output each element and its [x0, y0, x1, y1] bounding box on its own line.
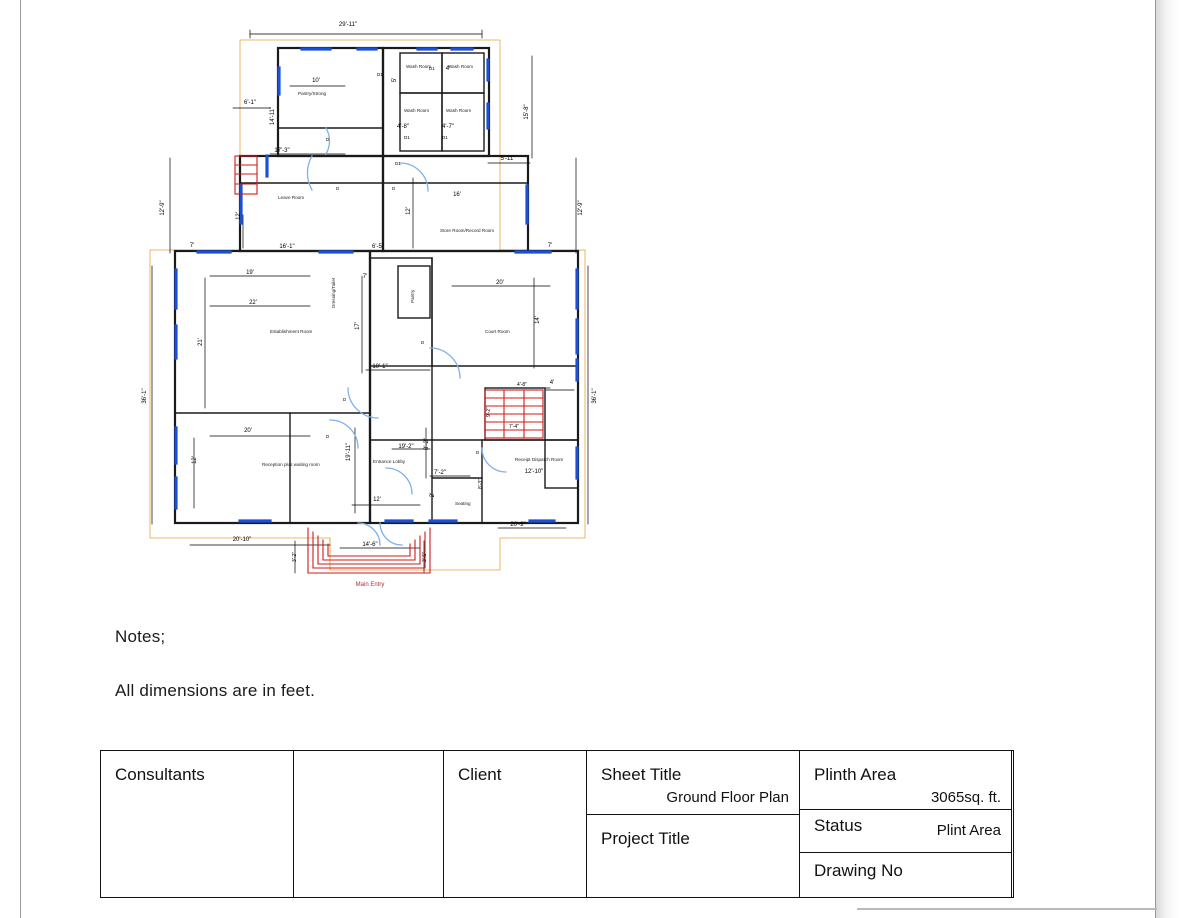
svg-text:D: D	[326, 434, 330, 439]
svg-text:D: D	[326, 137, 330, 142]
svg-text:19'-2": 19'-2"	[398, 444, 414, 450]
status-cell	[800, 810, 1011, 853]
svg-text:14': 14'	[535, 316, 541, 324]
svg-text:12': 12'	[236, 212, 242, 220]
svg-text:Pantry/Strong: Pantry/Strong	[298, 91, 327, 96]
svg-text:7': 7'	[362, 274, 368, 280]
stairs-red	[232, 156, 543, 573]
sheet-title-value: Ground Floor Plan	[666, 789, 789, 806]
reference-lines-orange	[150, 40, 585, 570]
svg-text:Seating: Seating	[455, 501, 471, 506]
svg-text:22': 22'	[249, 300, 257, 306]
svg-text:D: D	[421, 340, 425, 345]
svg-text:12': 12'	[406, 207, 412, 215]
svg-text:10': 10'	[312, 78, 320, 84]
svg-text:Entrance Lobby: Entrance Lobby	[373, 459, 406, 464]
svg-text:12'-9": 12'-9"	[160, 200, 166, 216]
svg-text:Pantry: Pantry	[410, 289, 415, 303]
title-block	[100, 750, 1014, 898]
svg-text:5': 5'	[392, 77, 398, 83]
svg-text:14'-6": 14'-6"	[362, 542, 378, 548]
svg-text:8'-2": 8'-2"	[424, 438, 430, 450]
svg-text:16'-1": 16'-1"	[279, 244, 295, 250]
svg-text:4': 4'	[549, 380, 555, 386]
svg-text:12'-9": 12'-9"	[578, 200, 584, 216]
svg-text:Wash Room: Wash Room	[406, 64, 432, 69]
floor-plan-drawing	[100, 8, 660, 598]
page-edge-shadow	[1156, 0, 1179, 918]
svg-text:Receipt Dispatch Room: Receipt Dispatch Room	[515, 457, 564, 462]
svg-text:3'-2": 3'-2"	[292, 552, 298, 562]
svg-text:Establishment Room: Establishment Room	[270, 329, 313, 334]
svg-text:Leave Room: Leave Room	[278, 195, 305, 200]
svg-text:D: D	[476, 450, 480, 455]
title-block-area	[800, 751, 1012, 897]
svg-text:Dressing/Toilet: Dressing/Toilet	[331, 277, 336, 308]
svg-text:21': 21'	[198, 338, 204, 346]
drawing-no-cell	[800, 853, 1011, 897]
svg-text:19'-11": 19'-11"	[346, 442, 352, 462]
svg-text:D: D	[343, 397, 347, 402]
svg-text:2': 2'	[430, 492, 436, 498]
svg-text:4'-8": 4'-8"	[517, 382, 527, 388]
svg-text:20': 20'	[496, 280, 504, 286]
page-bottom-rule	[857, 908, 1157, 910]
svg-text:Wash Room: Wash Room	[448, 64, 474, 69]
windows	[176, 49, 577, 521]
svg-text:D1: D1	[442, 135, 448, 140]
svg-text:36'-1": 36'-1"	[142, 388, 148, 404]
svg-text:4': 4'	[445, 66, 451, 72]
svg-text:7': 7'	[547, 243, 553, 249]
consultants-label: Consultants	[115, 765, 205, 784]
walls-interior	[175, 53, 578, 523]
title-block-blank	[294, 751, 444, 897]
svg-text:D: D	[336, 186, 340, 191]
plinth-area-cell	[800, 751, 1011, 810]
plinth-area-label: Plinth Area	[814, 765, 897, 784]
svg-text:20'-10": 20'-10"	[232, 537, 252, 543]
svg-text:8'-3": 8'-3"	[478, 479, 484, 489]
svg-text:D1: D1	[395, 161, 401, 166]
sheet-title-cell	[587, 751, 799, 815]
svg-text:Main Entry: Main Entry	[355, 582, 385, 588]
svg-text:Court Room: Court Room	[485, 329, 510, 334]
status-value: Plint Area	[936, 822, 1001, 839]
svg-text:14'-11": 14'-11"	[270, 106, 276, 126]
svg-text:D1: D1	[404, 135, 410, 140]
plinth-area-value: 3065sq. ft.	[930, 789, 1001, 806]
svg-text:D1: D1	[377, 72, 383, 77]
title-block-client	[444, 751, 587, 897]
svg-text:Store Room/Record Room: Store Room/Record Room	[440, 228, 495, 233]
svg-text:12'-10": 12'-10"	[524, 469, 544, 475]
svg-text:9'-2": 9'-2"	[486, 407, 492, 417]
svg-text:20'-9": 20'-9"	[510, 522, 526, 528]
walls-exterior	[175, 48, 578, 523]
page-border-left	[20, 0, 21, 918]
svg-text:Wash Room: Wash Room	[404, 108, 430, 113]
svg-text:7'-4": 7'-4"	[509, 424, 519, 430]
svg-text:6'-5": 6'-5"	[372, 244, 384, 250]
project-title-cell	[587, 815, 799, 897]
svg-text:15'-8": 15'-8"	[524, 104, 530, 120]
project-title-label: Project Title	[601, 829, 690, 848]
client-label: Client	[458, 765, 502, 784]
sheet-title-label: Sheet Title	[601, 765, 682, 784]
svg-text:Wash Room: Wash Room	[446, 108, 472, 113]
notes-heading: Notes;	[115, 627, 166, 646]
title-block-consultants	[101, 751, 294, 897]
blank-label	[294, 751, 443, 765]
notes-line-1: All dimensions are in feet.	[115, 681, 316, 700]
status-label: Status	[814, 816, 863, 835]
svg-text:29'-11": 29'-11"	[338, 22, 358, 28]
svg-text:D1: D1	[429, 66, 435, 71]
svg-text:19': 19'	[246, 270, 254, 276]
svg-text:7'-2": 7'-2"	[434, 470, 446, 476]
svg-text:36'-1": 36'-1"	[592, 388, 598, 404]
svg-text:5'-11": 5'-11"	[500, 156, 516, 162]
svg-text:10'-1": 10'-1"	[372, 364, 388, 370]
svg-text:7': 7'	[189, 243, 195, 249]
svg-text:4'-8": 4'-8"	[397, 124, 409, 130]
svg-text:17'-3": 17'-3"	[274, 148, 290, 154]
svg-text:20': 20'	[244, 428, 252, 434]
svg-text:12': 12'	[192, 456, 198, 464]
svg-text:16': 16'	[453, 192, 461, 198]
svg-text:Reception plus waiting room: Reception plus waiting room	[262, 462, 320, 467]
svg-text:4'-7": 4'-7"	[442, 124, 454, 130]
svg-text:D: D	[392, 186, 396, 191]
title-block-sheet	[587, 751, 800, 897]
svg-text:12': 12'	[373, 497, 381, 503]
svg-text:6'-1": 6'-1"	[244, 100, 256, 106]
drawing-no-label: Drawing No	[814, 861, 903, 880]
svg-text:17': 17'	[355, 322, 361, 330]
svg-text:3'-5": 3'-5"	[422, 552, 428, 562]
